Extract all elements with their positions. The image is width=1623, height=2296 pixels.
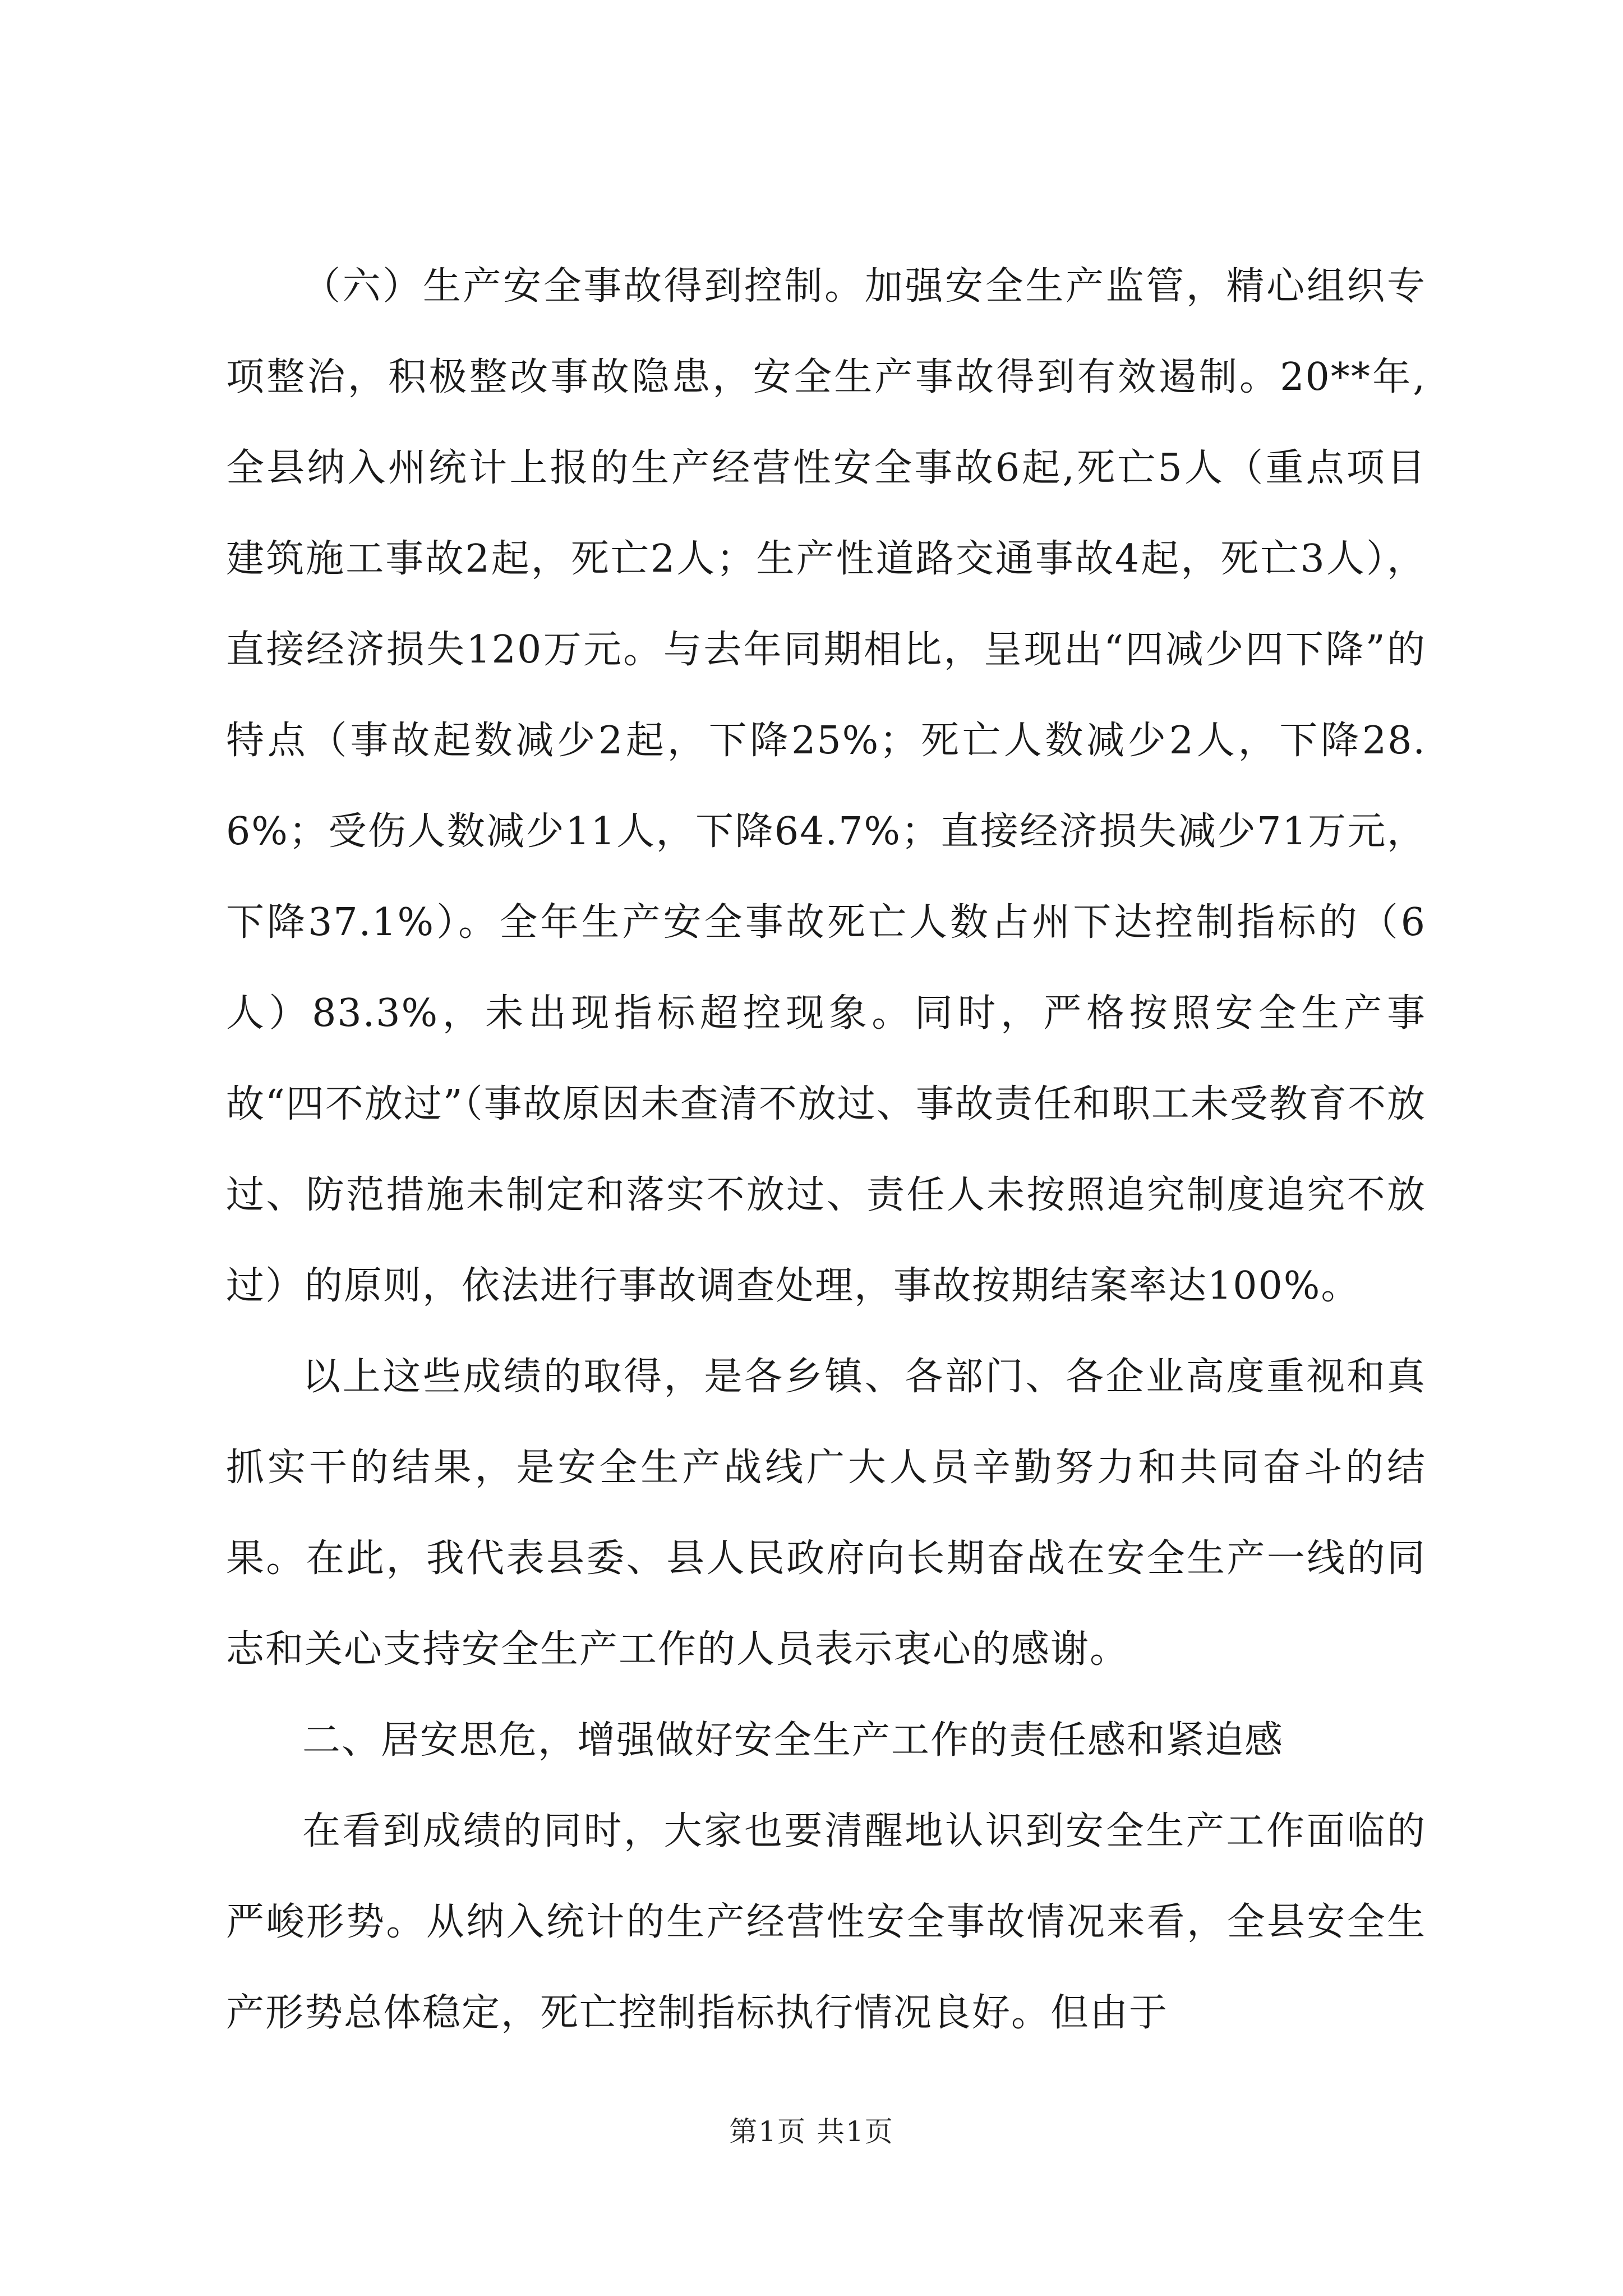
paragraph-acknowledgement: 以上这些成绩的取得，是各乡镇、各部门、各企业高度重视和真抓实干的结果，是安全生产战线广大人员辛勤努力和共同奋斗的结果。在此，我代表县委、县人民政府向长期奋战在安全生产一线的同志和关心支持安全生产工作的人员表示衷心的感谢。 [226,1355,1426,1672]
section-heading: 二、居安思危，增强做好安全生产工作的责任感和紧迫感 [302,1718,1284,1763]
page-number-footer: 第1页 共1页 [729,2115,894,2148]
paragraph-accident-control: （六）生产安全事故得到控制。加强安全生产监管，精心组织专项整治，积极整改事故隐患，安全生产事故得到有效遏制。20**年,全县纳入州统计上报的生产经营性安全事故6起,死亡5人（重点项目建筑施工事故2起，死亡2人；生产性道路交通事故4起，死亡3人），直接经济损失120万元。与去年同期相比，呈现出“四减少四下降”的特点（事故起数减少2起，下降25%；死亡人数减少2人，下降28.6%；受伤人数减少11人，下降64.7%；直接经济损失减少71万元，下降37.1%）。全年生产安全事故死亡人数占州下达控制指标的（6人）83.3%，未出现指标超控现象。同时，严格按照安全生产事故“四不放过”（事故原因未查清不放过、事故责任和职工未受教育不放过、防范措施未制定和落实不放过、责任人未按照追究制度追究不放过）的原则，依法进行事故调查处理，事故按期结案率达100%。 [226,264,1426,1308]
document-body [226,241,1426,2059]
paragraph-situation: 在看到成绩的同时，大家也要清醒地认识到安全生产工作面临的严峻形势。从纳入统计的生产经营性安全事故情况来看，全县安全生产形势总体稳定，死亡控制指标执行情况良好。但由于 [226,1809,1426,2035]
